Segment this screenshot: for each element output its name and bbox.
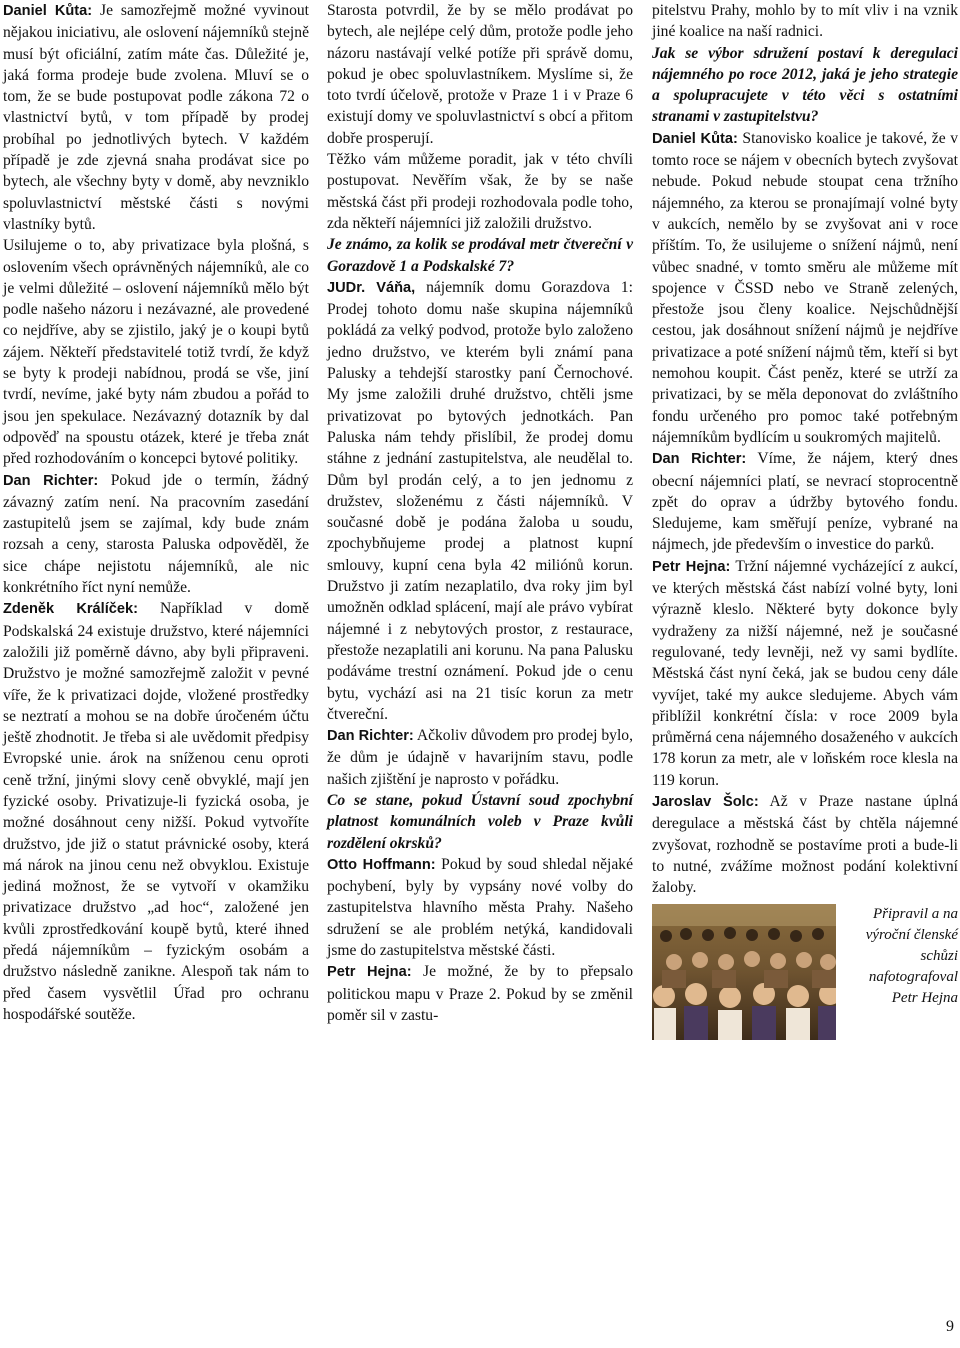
paragraph [327,725,633,790]
paragraph [3,470,309,599]
photo-caption: Připravil a na výroční členské schůzi nafotografoval Petr Hejna [865,906,958,1007]
paragraph-text: Starosta potvrdil, že by se mělo prodávat po bytech, ale nejlépe celý dům, protože podle jeho názoru nastávají velké potíže při správě domu, pokud je obec spoluvlastníkem. Myslíme si, že toto tvrdí účelově, protože v Praze 1 i v Praze 6 existují domy ve spoluvlastnictví s obcí a přitom dobře prosperují. [327,2,633,147]
paragraph-text: Tržní nájemné vycházející z aukcí, ve kterých městská část nabízí volné byty, loni výrazně kleslo. Některé byty dokonce byly vydraženy za nižší nájemné, než je současné regulované, tedy levněji, než vy sami bydlíte. Městská část nyní čeká, jak se budou ceny dále vyvíjet, také my aukce sledujeme. Abych vám přiblížil konkrétní čísla: v roce 2009 byla průměrná cena nájemného dosaženého v aukcích 178 korun za metr, ale v loňském roce klesla na 119 korun. [652,557,958,789]
speaker-name: Dan Richter: [652,451,747,468]
speaker-name: Jaroslav Šolc: [652,793,759,810]
speaker-name: Dan Richter: [3,472,99,489]
audience-photo-illustration [652,904,836,1040]
text-column-3 [652,0,958,1040]
paragraph [652,556,958,791]
question-heading: Jak se výbor sdružení postaví k deregulaci nájemného po roce 2012, jaká je jeho strategie a spolupracujete v této věci s ostatními stranami v zastupitelstvu? [652,44,958,126]
speaker-name: Daniel Kůta: [652,130,738,147]
speaker-name: Daniel Kůta: [3,3,93,19]
text-column-2 [327,0,633,1026]
paragraph-text: nájemník domu Gorazdova 1: Prodej tohoto domu naše skupina nájemníků pokládá za velký podvod, protože bylo založeno jedno družstvo, ve kterém byli známí pana Palusky a tehdejší starostky paní Černochové. My jsme založili druhé družstvo, chtěli jsme privatizovat po bytových jednotkách. Pan Paluska nám tehdy přislíbil, že prodej domu stáhne z jednání zastupitelstva, ale neudělal to. Dům byl prodán celý, a to jen jednomu z družstev, složenému z části nájemníků. V současné době je podána žaloba u soudu, zpochybňujeme prodej a platnost kupní smlouvy, kupní cena byla 42 miliónů korun. Družstvo ji zatím nezaplatilo, dva roky jim byl umožněn odklad splácení, mají ale právo vybírat nájemné i z nebytových prostor, z restaurace, přestože nezaplatili ani korunu. Na pana Palusku podáváme trestní oznámení. Pokud jde o cenu bytu, vychází asi na 21 tisíc korun za metr čtvereční. [327,278,633,723]
speaker-name: Petr Hejna: [327,964,412,981]
paragraph [652,0,958,43]
speaker-name: Otto Hoffmann: [327,856,436,873]
paragraph-text: Je možné, že by to přepsalo politickou mapu v Praze 2. Pokud by se změnil poměr sil v zastu- [327,963,633,1024]
paragraph-text: Usilujeme o to, aby privatizace byla plošná, s oslovením všech oprávněných nájemníků, ale co je velmi důležité – oslovení nájemníků mělo být podle našeho názoru i nezávazné, ale provedené co nejdříve, aby se zjistilo, jaký je o koupi bytů zájem. Někteří představitelé totiž tvrdí, že když se byty k prodeji nabídnou, prodá se vše, jiní tvrdí, nevíme, jaké byty nám zbudou a pořád to jsou jen spekulace. Nezávazný dotazník by dal odpověď na spoustu otázek, které je třeba znát před rozhodováním o koncepci bytové politiky. [3,237,309,468]
paragraph [652,791,958,898]
question-heading: Je známo, za kolik se prodával metr čtvereční v Gorazdově 1 a Podskalské 7? [327,236,633,275]
paragraph-text: Ačkoliv důvodem pro prodej bylo, že dům je údajně v havarijním stavu, podle našich zjištění je naprosto v pořádku. [327,727,633,788]
paragraph [327,854,633,961]
meeting-photo [652,904,836,1040]
paragraph [3,598,309,1025]
paragraph [3,0,309,235]
speaker-name: Petr Hejna: [652,558,731,575]
question-heading: Co se stane, pokud Ústavní soud zpochybní platnost komunálních voleb v Praze kvůli rozdělení okrsků? [327,791,633,852]
paragraph-text: Například v domě Podskalská 24 existuje družstvo, které nájemníci založili již poměrně dávno, aby byli připraveni. Družstvo je možné samozřejmě založit v pevné víře, že k privatizaci dojde, vložené prostředky se neztratí a mohou se na dobře úročeném účtu ještě zhodnotit. Je třeba si ale uvědomit předpisy Evropské unie. árok na sníženou cenu oproti ceně tržní, jinými slovy ceně obvyklé, mají jen fyzické osoby. Privatizuje-li fyzická osoba, je možné dosáhnout ceny nižší. Pokud vytvoříte družstvo, jde již o statut právnické osoby, která má nárok na jinou cenu než obvyklou. Existuje jediná možnost, že se vytvoří v okamžiku privatizace družstvo „ad hoc“, založené jen kvůli zprostředkování koupě bytů, které ihned předá nájemníkům – fyzickým osobám a družstvo následně zanikne. Alespoň tak nám to před časem vysvětlil Úřad pro ochranu hospodářské soutěže. [3,600,309,1023]
paragraph-text: Je samozřejmě možné vyvinout nějakou iniciativu, ale oslovení nájemníků stejně musí být oficiální, zatím máte čas. Důležité je, jaká forma prodeje bude zvolena. Mluví se o tom, že se bude postupovat podle zákona 72 o vlastnictví bytů, v tom případě by prodej probíhal po jednotlivých bytech. V každém případě je zde zjevná snaha prodávat sice po bytech, ale všechny byty v domě, aby nevzniklo spoluvlastnictví městské části s novými vlastníky bytů. [3,2,309,233]
paragraph [327,149,633,234]
speaker-name: Zdeněk Králíček: [3,601,138,618]
page-number: 9 [946,1318,954,1335]
paragraph-text: Pokud by soud shledal nějaké pochybení, byly by vypsány nové volby do zastupitelstva hlavního města Prahy. Našeho sdružení se ale problém netýká, kandidovali jsme do zastupitelstva městské části. [327,855,634,960]
paragraph [327,277,633,725]
paragraph [327,0,633,149]
photo-block [652,904,958,1040]
paragraph [652,128,958,448]
paragraph-text: Pokud jde o termín, žádný závazný zatím není. Na pracovním zasedání zastupitelů jsem se zajímal, kdy bude znám rozsah a ceny, starosta Paluska odpověděl, že sice chápe nejistotu nájemníků, ale nic konkrétního říct nyní nemůže. [3,471,309,597]
paragraph [652,448,958,555]
text-column-1 [3,0,309,1025]
paragraph [3,235,309,469]
paragraph-text: pitelstvu Prahy, mohlo by to mít vliv i na vznik jiné koalice na naší radnici. [652,2,958,41]
paragraph-text: Až v Praze nastane úplná deregulace a městská část by chtěla nájemné zvyšovat, rozhodně se postavíme proti a bude-li to nutné, zvážíme možnost podání kolektivní žaloby. [652,792,958,897]
paragraph-text: Těžko vám můžeme poradit, jak v této chvíli postupovat. Nevěřím však, že by se naše městská část při prodeji rozhodovala podle toho, zda někteří nájemníci již založili družstvo. [327,151,633,232]
paragraph-text: Víme, že nájem, který dnes obecní nájemníci platí, se nevrací stoprocentně zpět do oprav a údržby bytového fondu. Sledujeme, kam směřují peníze, vybrané na nájmech, jde především o investice do parků. [652,450,958,554]
speaker-name: Dan Richter: [327,728,414,745]
speaker-name: JUDr. Váňa, [327,279,416,296]
paragraph [327,961,633,1026]
paragraph-text: Stanovisko koalice je takové, že v tomto roce se nájem v obecních bytech zvyšovat nebude. Pokud nebude stoupat cena tržního nájemného, za kterou se pronajímají volné byty v aukcích, nemělo by se zvyšovat ani v roce příštím. To, že usilujeme o snížení nájmů, není vůbec snadné, v tomto směru ale můžeme mít spojence v ČSSD nebo ve Straně zelených, přestože jsou členy koalice. Nejschůdnější cestou, jak dosáhnout snížení nájmů je nejdříve privatizace a poté snížení nájmů těm, kteří si byt nemohou koupit. Část peněz, které se utrží za privatizaci, by se měla deponovat do zvláštního fondu určeného pro pomoc také potřebným nájemníkům bydlícím u soukromých majitelů. [652,129,958,446]
